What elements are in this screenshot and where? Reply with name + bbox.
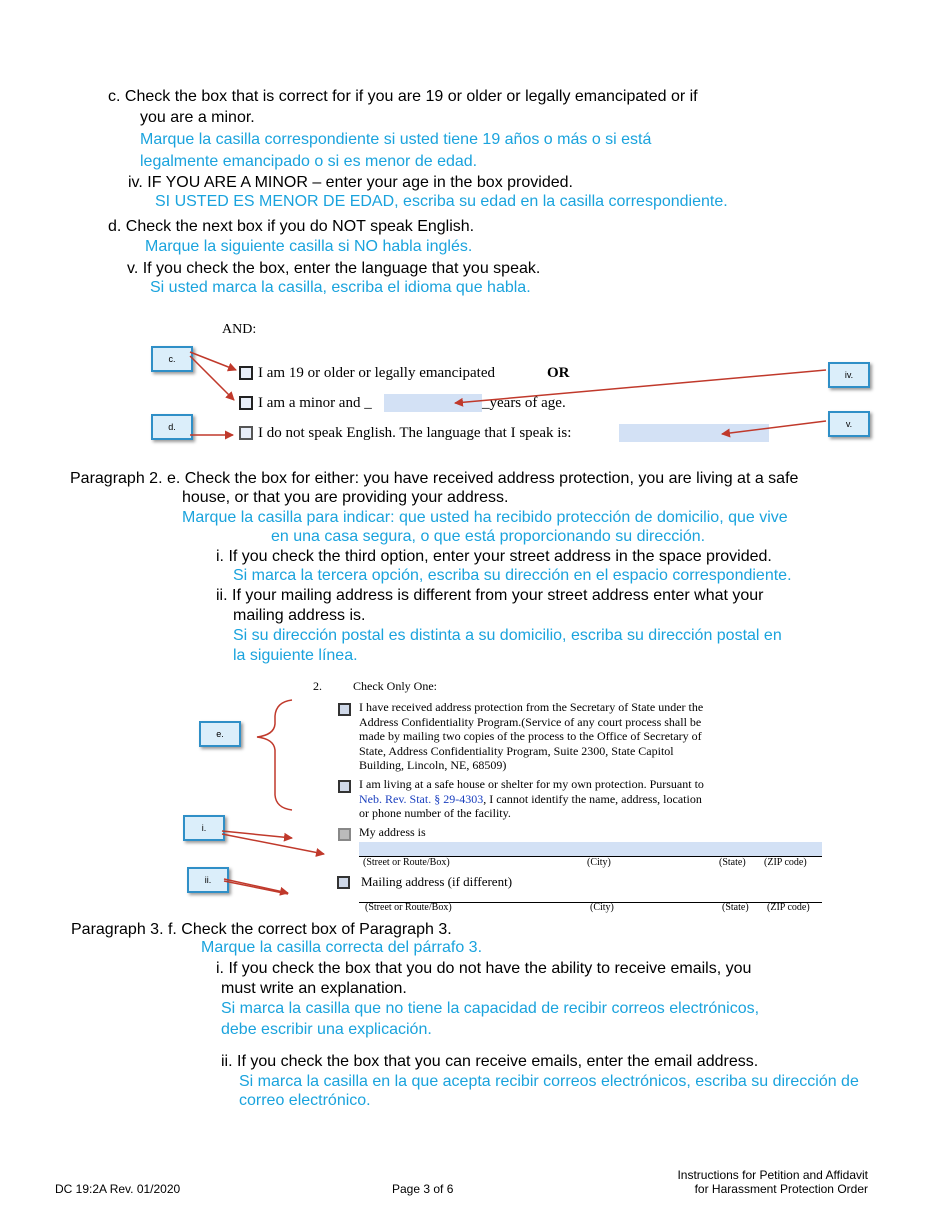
instr-d-es: Marque la siguiente casilla si NO habla inglés. — [145, 238, 473, 255]
statute-link[interactable]: Neb. Rev. Stat. § 29-4303 — [359, 791, 484, 806]
label-street-2: (Street or Route/Box) — [365, 902, 452, 913]
form2-head: Check Only One: — [353, 679, 437, 693]
callout-e: e. — [199, 721, 241, 747]
language-input[interactable] — [619, 424, 769, 442]
arrow-ii-2 — [224, 881, 288, 894]
street-address-input[interactable] — [359, 842, 822, 856]
footer-title — [677, 1168, 868, 1196]
instr-c-es2: legalmente emancipado o si es menor de edad. — [140, 153, 478, 170]
brace-e — [257, 700, 292, 810]
checkbox-my-address[interactable] — [338, 828, 351, 841]
instr-v-es: Si usted marca la casilla, escriba el idioma que habla. — [150, 279, 531, 296]
form1-opt2b: _years of age. — [482, 395, 566, 411]
checkbox-safe-house[interactable] — [338, 780, 351, 793]
label-state: (State) — [719, 857, 746, 868]
form2-mailing: Mailing address (if different) — [361, 874, 513, 889]
para2-i-en: i. If you check the third option, enter your street address in the space provided. — [216, 548, 772, 565]
callout-c: c. — [151, 346, 193, 372]
para3-i-es2: debe escribir una explicación. — [221, 1021, 432, 1038]
callout-ii: ii. — [187, 867, 229, 893]
footer-title-line1: Instructions for Petition and Affidavit — [677, 1168, 868, 1182]
callout-d: d. — [151, 414, 193, 440]
label-street: (Street or Route/Box) — [363, 857, 450, 868]
arrow-i-1 — [222, 831, 292, 838]
instr-c-line2: you are a minor. — [140, 109, 255, 126]
label-city: (City) — [587, 857, 611, 868]
form2-opt1-line: made by mailing two copies of the process to the Office of Secretary of — [359, 729, 702, 744]
footer-form-id: DC 19:2A Rev. 01/2020 — [55, 1182, 181, 1196]
footer-title-line2: for Harassment Protection Order — [694, 1182, 868, 1196]
checkbox-no-english[interactable] — [239, 426, 253, 440]
callout-v: v. — [828, 411, 870, 437]
para3-line1: Paragraph 3. f. Check the correct box of Paragraph 3. — [71, 921, 452, 938]
checkbox-19-or-older[interactable] — [239, 366, 253, 380]
para3-i-es1: Si marca la casilla que no tiene la capacidad de recibir correos electrónicos, — [221, 1000, 760, 1017]
para3-i-en2: must write an explanation. — [221, 980, 407, 997]
instr-iv-en: iv. IF YOU ARE A MINOR – enter your age in the box provided. — [128, 174, 573, 191]
form2-opt1-line: Building, Lincoln, NE, 68509) — [359, 758, 507, 773]
footer-page: Page 3 of 6 — [392, 1182, 454, 1196]
form2-opt1-line: I have received address protection from the Secretary of State under the — [359, 700, 704, 714]
arrow-c-2 — [190, 356, 234, 400]
para3-ii-en: ii. If you check the box that you can receive emails, enter the email address. — [221, 1053, 759, 1070]
instr-c-line1: c. Check the box that is correct for if you are 19 or older or legally emancipated or if — [108, 88, 698, 105]
form2-opt3: My address is — [359, 825, 426, 839]
label-state-2: (State) — [722, 902, 749, 913]
para2-es2: en una casa segura, o que está proporcionando su dirección. — [271, 528, 706, 545]
form2-opt1 — [359, 700, 703, 773]
para3-i-en1: i. If you check the box that you do not have the ability to receive emails, you — [216, 960, 752, 977]
instr-iv-es: SI USTED ES MENOR DE EDAD, escriba su edad en la casilla correspondiente. — [155, 193, 728, 210]
para2-ii-en1: ii. If your mailing address is different from your street address enter what your — [216, 587, 764, 604]
form2-opt2 — [359, 777, 704, 821]
para2-line1: Paragraph 2. e. Check the box for either: you have received address protection, you are living at a safe — [70, 470, 799, 487]
form2-opt2-line2 — [359, 792, 704, 807]
para2-ii-es1: Si su dirección postal es distinta a su domicilio, escriba su dirección postal en — [233, 627, 782, 644]
para2-line2: house, or that you are providing your address. — [182, 489, 509, 506]
para2-ii-en2: mailing address is. — [233, 607, 366, 624]
arrow-i-2 — [222, 834, 324, 854]
label-city-2: (City) — [590, 902, 614, 913]
checkbox-minor[interactable] — [239, 396, 253, 410]
form1-opt1: I am 19 or older or legally emancipated — [258, 365, 495, 381]
form2-opt2c: or phone number of the facility. — [359, 806, 511, 821]
form1-opt2a: I am a minor and _ — [258, 395, 372, 411]
para3-ii-es2: correo electrónico. — [239, 1092, 371, 1109]
para2-i-es: Si marca la tercera opción, escriba su dirección en el espacio correspondiente. — [233, 567, 792, 584]
form1-opt3: I do not speak English. The language that I speak is: — [258, 425, 572, 441]
checkbox-mailing-address[interactable] — [337, 876, 350, 889]
form2-num: 2. — [313, 679, 322, 693]
instr-v-en: v. If you check the box, enter the language that you speak. — [127, 260, 541, 277]
age-input[interactable] — [384, 394, 482, 412]
instr-c-es1: Marque la casilla correspondiente si usted tiene 19 años o más o si está — [140, 131, 652, 148]
form2-opt1-line: State, Address Confidentiality Program, Suite 2300, State Capitol — [359, 743, 674, 758]
form2-opt1-line: Address Confidentiality Program.(Service of any court process shall be — [359, 714, 702, 729]
para2-ii-es2: la siguiente línea. — [233, 647, 358, 664]
checkbox-address-protection[interactable] — [338, 703, 351, 716]
form1-and: AND: — [222, 322, 257, 337]
label-zip: (ZIP code) — [764, 857, 807, 868]
form1-or: OR — [547, 365, 570, 381]
label-zip-2: (ZIP code) — [767, 902, 810, 913]
arrow-c-1 — [190, 352, 236, 370]
arrow-ii-1 — [224, 879, 288, 893]
form2-opt2a: I am living at a safe house or shelter for my own protection. Pursuant to — [359, 777, 704, 791]
callout-i: i. — [183, 815, 225, 841]
para3-es1: Marque la casilla correcta del párrafo 3. — [201, 939, 483, 956]
para3-ii-es1: Si marca la casilla en la que acepta recibir correos electrónicos, escriba su dirección de — [239, 1073, 859, 1090]
form2-opt2b: , I cannot identify the name, address, location — [483, 791, 702, 806]
instr-d-en: d. Check the next box if you do NOT speak English. — [108, 218, 475, 235]
callout-iv: iv. — [828, 362, 870, 388]
para2-es1: Marque la casilla para indicar: que usted ha recibido protección de domicilio, que vive — [182, 509, 788, 526]
